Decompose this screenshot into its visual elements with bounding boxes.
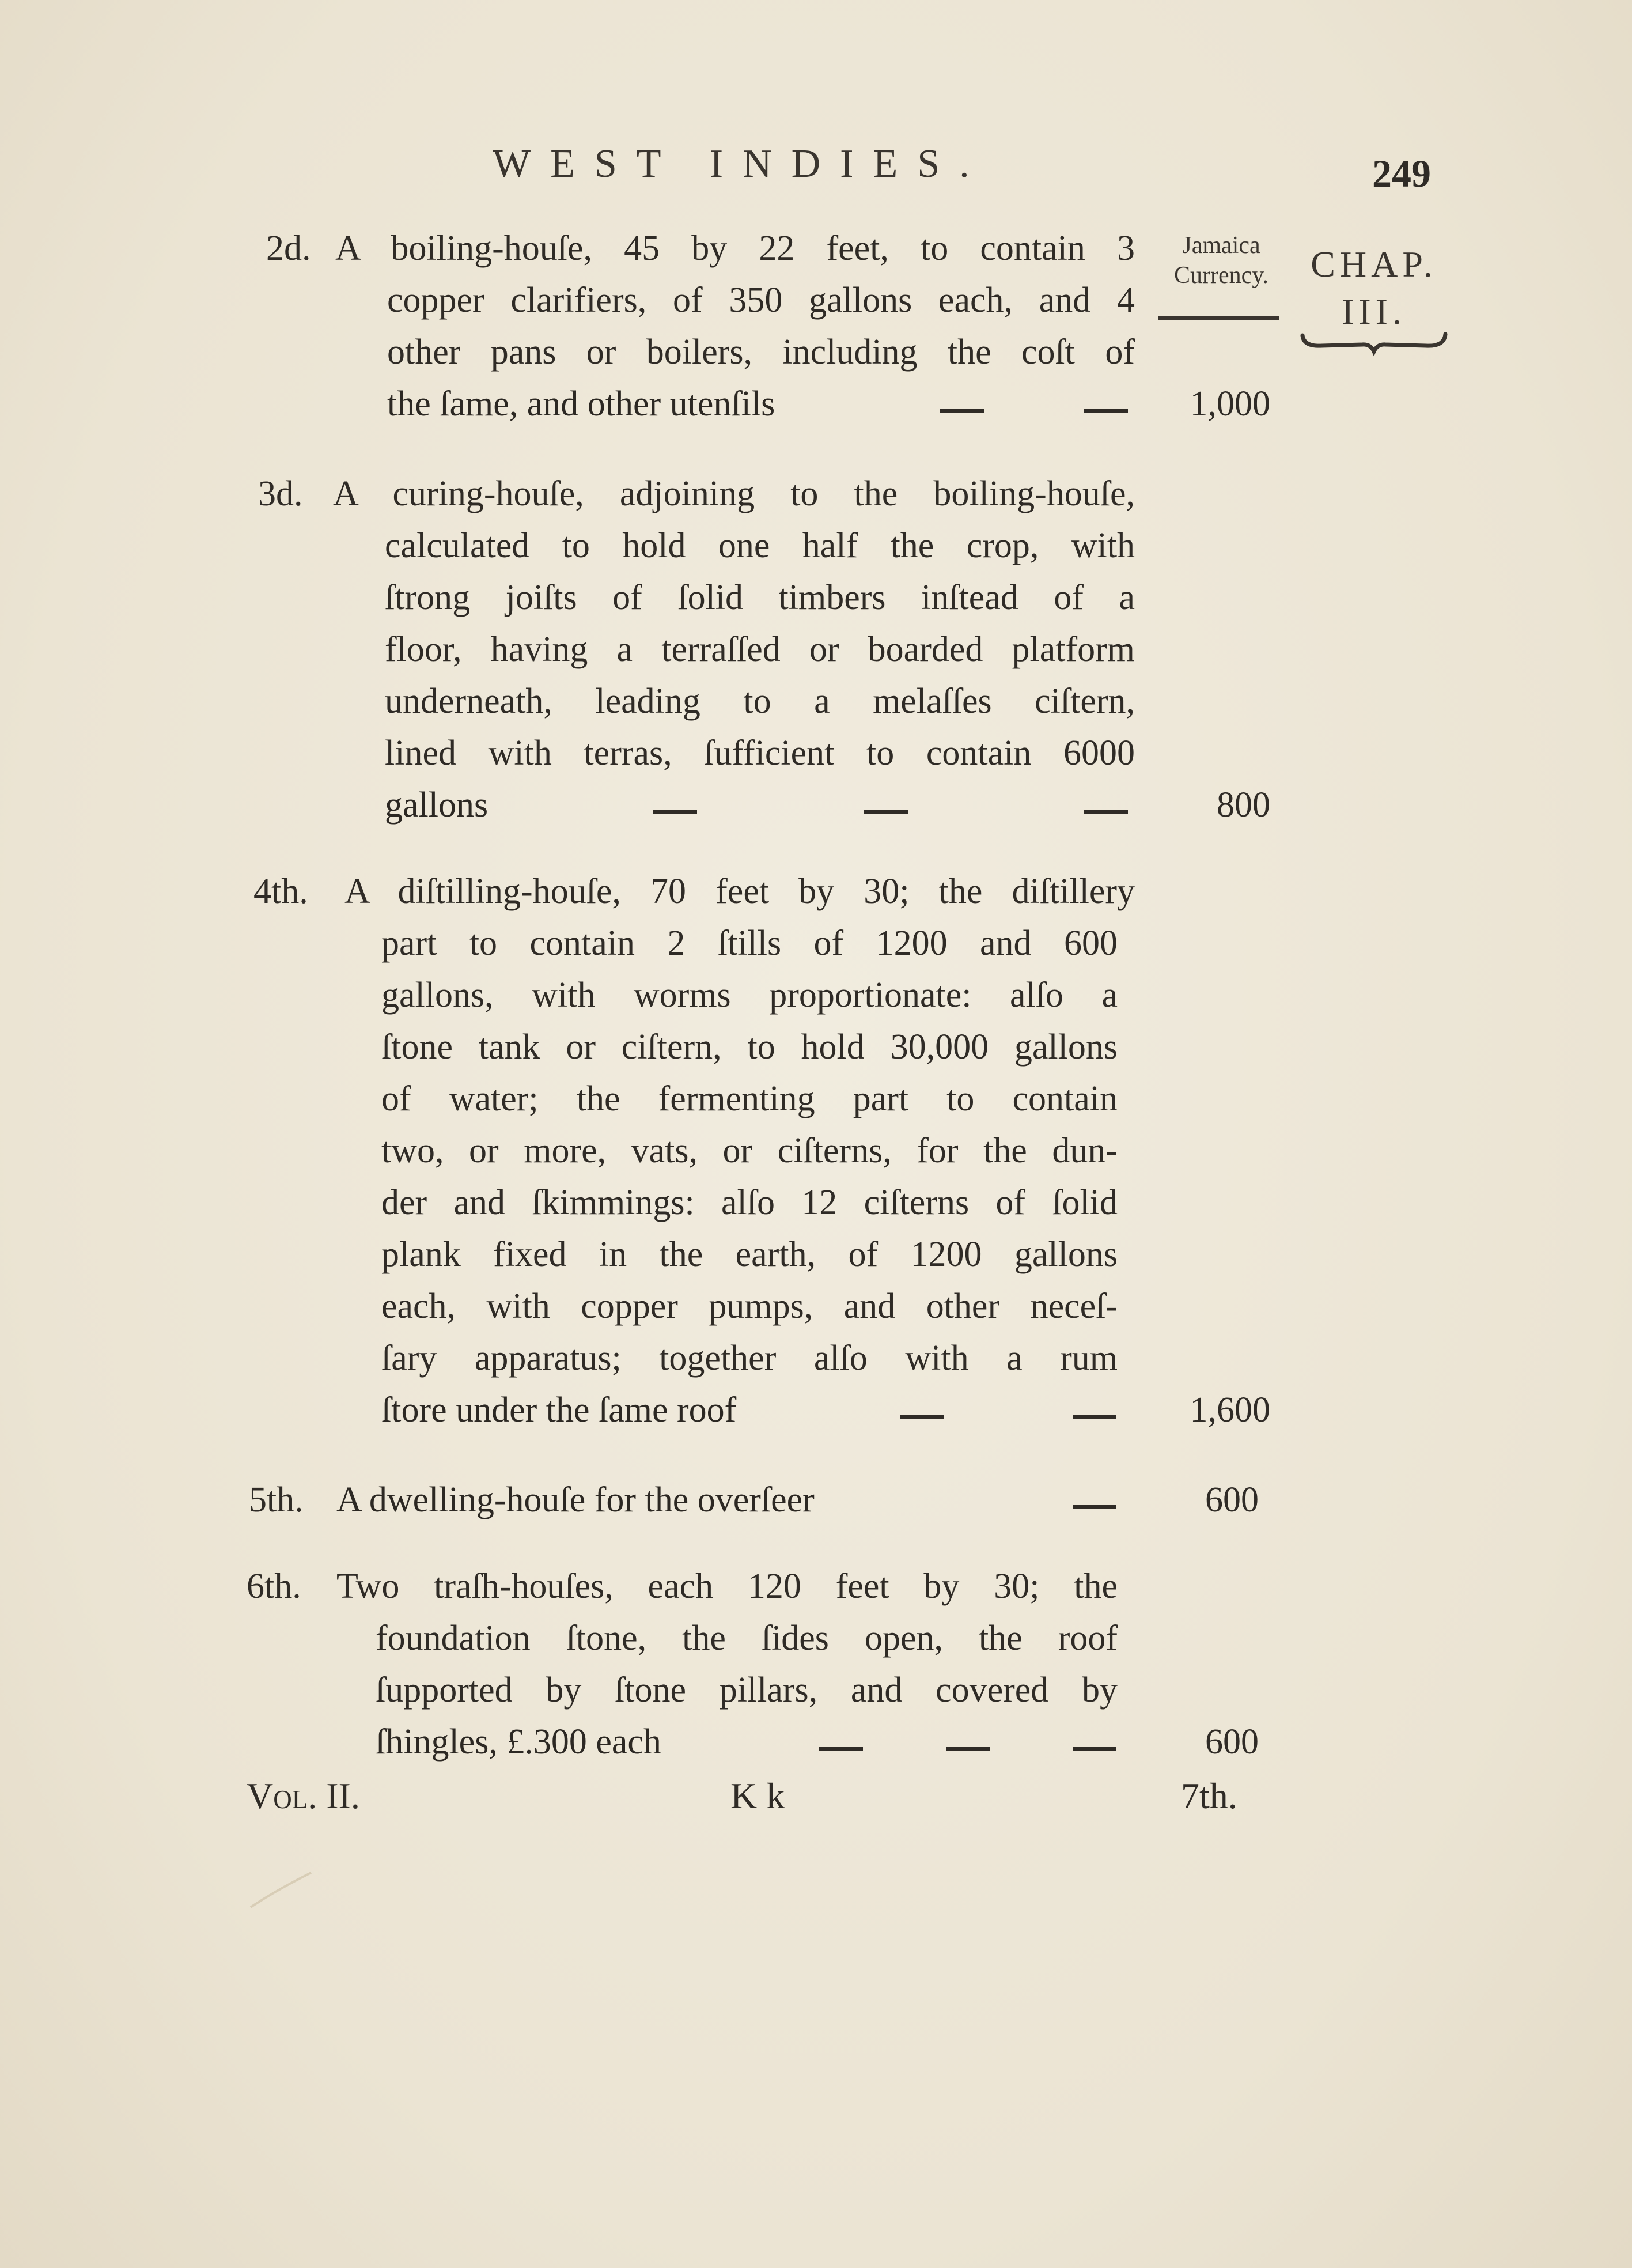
entry-number: 3d. bbox=[258, 474, 303, 513]
leader-dash bbox=[900, 1415, 944, 1419]
entry-line: Two traſh-houſes, each 120 feet by 30; the bbox=[336, 1567, 1118, 1606]
entry-line: A curing-houſe, adjoining to the boiling-houſe, bbox=[333, 474, 1135, 513]
page-blemish bbox=[248, 1867, 317, 1913]
chapter-number: III. bbox=[1342, 291, 1406, 332]
entry-line: A dwelling-houſe for the overſeer bbox=[336, 1480, 815, 1519]
entry-line: foundation ſtone, the ſides open, the roof bbox=[376, 1619, 1118, 1658]
currency-column-heading bbox=[1158, 230, 1285, 290]
leader-dash bbox=[864, 810, 908, 814]
running-head: WEST INDIES. bbox=[493, 142, 989, 186]
entry-line: der and ſkimmings: alſo 12 ciſterns of ſolid bbox=[381, 1183, 1118, 1222]
leader-dash bbox=[940, 409, 984, 413]
amount: 600 bbox=[1205, 1722, 1259, 1762]
leader-dash bbox=[1073, 1415, 1116, 1419]
leader-dash bbox=[1084, 409, 1128, 413]
entry-line: ſtore under the ſame roof bbox=[381, 1390, 737, 1430]
entry-line: lined with terras, ſufficient to contain 6000 bbox=[385, 734, 1135, 773]
page-number: 249 bbox=[1372, 152, 1431, 195]
entry-number: 6th. bbox=[247, 1567, 301, 1606]
entry-line: ſary apparatus; together alſo with a rum bbox=[381, 1339, 1118, 1378]
amount: 1,000 bbox=[1190, 384, 1270, 424]
leader-dash bbox=[1073, 1747, 1116, 1751]
leader-dash bbox=[653, 810, 697, 814]
leader-dash bbox=[1073, 1505, 1116, 1509]
entry-line: gallons, with worms proportionate: alſo a bbox=[381, 976, 1118, 1015]
entry-line: floor, having a terraſſed or boarded platform bbox=[385, 630, 1135, 669]
chapter-label: CHAP. bbox=[1311, 244, 1437, 285]
brace-ornament bbox=[1299, 328, 1449, 357]
entry-line: ſhingles, £.300 each bbox=[376, 1722, 661, 1762]
entry-line: gallons bbox=[385, 785, 489, 825]
currency-heading-line1: Jamaica bbox=[1182, 232, 1260, 259]
leader-dash bbox=[819, 1747, 863, 1751]
entry-line: A diſtilling-houſe, 70 feet by 30; the diſtillery bbox=[344, 872, 1135, 911]
entry-line: plank fixed in the earth, of 1200 gallons bbox=[381, 1235, 1118, 1274]
entry-line: of water; the fermenting part to contain bbox=[381, 1079, 1118, 1118]
catchword: 7th. bbox=[1181, 1775, 1237, 1816]
entry-line: ſupported by ſtone pillars, and covered by bbox=[376, 1670, 1118, 1710]
entry-line: two, or more, vats, or ciſterns, for the dun- bbox=[381, 1131, 1118, 1170]
volume-signature: Vol. II. bbox=[247, 1775, 360, 1816]
chapter-marker bbox=[1299, 241, 1449, 335]
entry-line: calculated to hold one half the crop, with bbox=[385, 526, 1135, 565]
leader-dash bbox=[946, 1747, 990, 1751]
entry-line: each, with copper pumps, and other neceſ- bbox=[381, 1287, 1118, 1326]
currency-rule bbox=[1158, 316, 1279, 320]
entry-number: 4th. bbox=[253, 872, 308, 911]
entry-number: 2d. bbox=[266, 229, 311, 268]
entry-number: 5th. bbox=[249, 1480, 304, 1519]
amount: 800 bbox=[1217, 785, 1270, 825]
amount: 600 bbox=[1205, 1480, 1259, 1519]
entry-line: ſtrong joiſts of ſolid timbers inſtead of a bbox=[385, 578, 1135, 617]
entry-line: underneath, leading to a melaſſes ciſtern, bbox=[385, 682, 1135, 721]
entry-line: copper clarifiers, of 350 gallons each, and 4 bbox=[387, 281, 1135, 320]
entry-line: A boiling-houſe, 45 by 22 feet, to contain 3 bbox=[335, 229, 1135, 268]
entry-line: other pans or boilers, including the coſt of bbox=[387, 332, 1135, 372]
gathering-signature: K k bbox=[730, 1775, 785, 1816]
entry-line: the ſame, and other utenſils bbox=[387, 384, 775, 424]
entry-line: ſtone tank or ciſtern, to hold 30,000 gallons bbox=[381, 1027, 1118, 1067]
leader-dash bbox=[1084, 810, 1128, 814]
entry-line: part to contain 2 ſtills of 1200 and 600 bbox=[381, 924, 1118, 963]
currency-heading-line2: Currency. bbox=[1173, 262, 1269, 289]
amount: 1,600 bbox=[1190, 1390, 1270, 1430]
